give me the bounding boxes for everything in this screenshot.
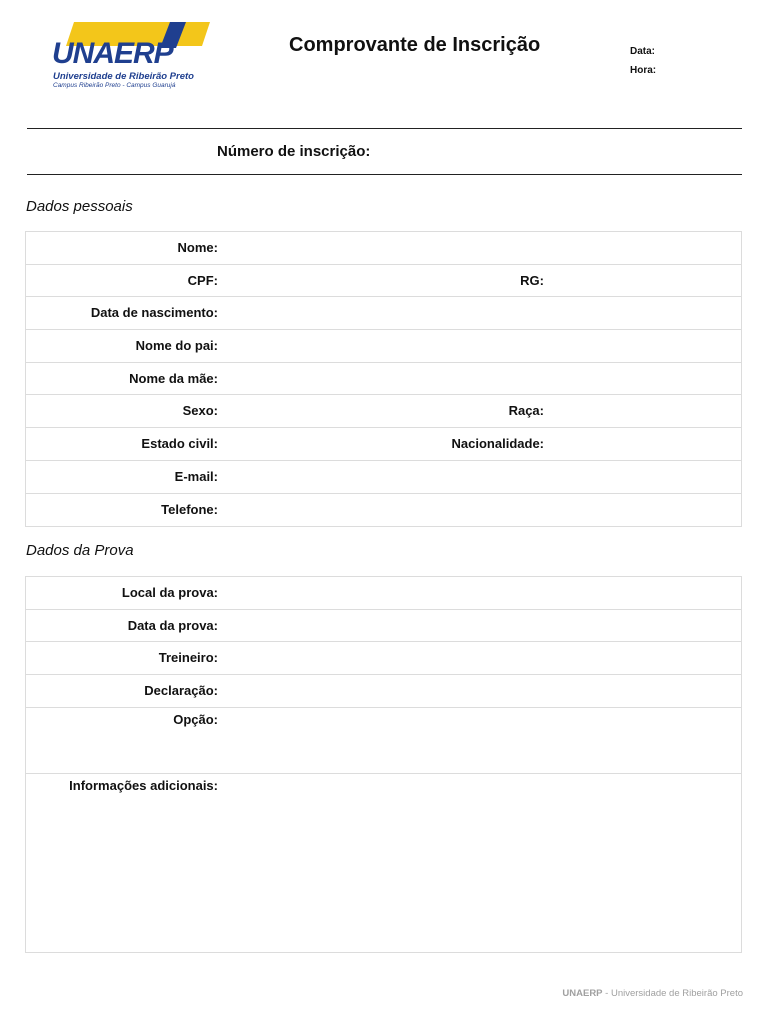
- label-sex: Sexo:: [182, 403, 218, 419]
- label-exam-location: Local da prova:: [121, 585, 218, 600]
- row-additional-info: [26, 774, 741, 952]
- time-label: Hora:: [630, 65, 657, 76]
- footer-brand: UNAERP: [562, 988, 603, 999]
- personal-data-table: [25, 231, 742, 527]
- row-cpf-rg: [26, 265, 741, 298]
- label-email: E-mail:: [174, 468, 218, 484]
- exam-data-table: [25, 576, 742, 953]
- label-father-name: Nome do pai:: [135, 338, 218, 354]
- row-father-name: [26, 330, 741, 363]
- logo-subtitle: Universidade de Ribeirão Preto: [53, 71, 194, 82]
- row-email: [26, 461, 741, 494]
- label-birth-date: Data de nascimento:: [90, 305, 218, 321]
- date-label: Data:: [630, 46, 656, 57]
- row-option: [26, 708, 741, 774]
- row-declaration: [26, 675, 741, 708]
- label-exam-date: Data da prova:: [127, 617, 218, 633]
- row-trainee: [26, 642, 741, 675]
- row-birth-date: [26, 297, 741, 330]
- label-option: Opção:: [173, 711, 218, 727]
- registration-number-label: Número de inscrição:: [217, 143, 371, 160]
- divider-top: [27, 128, 742, 129]
- row-exam-location: [26, 577, 741, 610]
- logo-campus: Campus Ribeirão Preto - Campus Guarujá: [53, 82, 176, 89]
- footer-text: - Universidade de Ribeirão Preto: [602, 988, 743, 999]
- divider-bottom: [27, 174, 742, 175]
- label-name: Nome:: [177, 240, 218, 255]
- row-name: [26, 232, 741, 265]
- row-mother-name: [26, 363, 741, 396]
- label-cpf: CPF:: [187, 272, 218, 288]
- label-marital-status: Estado civil:: [141, 436, 218, 452]
- exam-data-title: Dados da Prova: [26, 542, 134, 559]
- label-rg: RG:: [520, 272, 544, 288]
- unaerp-logo: [52, 22, 212, 92]
- label-declaration: Declaração:: [144, 683, 218, 699]
- label-phone: Telefone:: [161, 501, 218, 517]
- personal-data-title: Dados pessoais: [26, 198, 133, 215]
- label-nationality: Nacionalidade:: [451, 436, 544, 452]
- row-marital-nationality: [26, 428, 741, 461]
- row-exam-date: [26, 610, 741, 643]
- label-additional-info: Informações adicionais:: [69, 777, 218, 793]
- label-mother-name: Nome da mãe:: [129, 370, 218, 386]
- row-phone: [26, 494, 741, 527]
- label-trainee: Treineiro:: [158, 650, 218, 666]
- row-sex-race: [26, 395, 741, 428]
- page-title: Comprovante de Inscrição: [289, 34, 541, 56]
- label-race: Raça:: [508, 403, 544, 419]
- footer: [562, 988, 743, 999]
- logo-name: UNAERP: [52, 37, 173, 70]
